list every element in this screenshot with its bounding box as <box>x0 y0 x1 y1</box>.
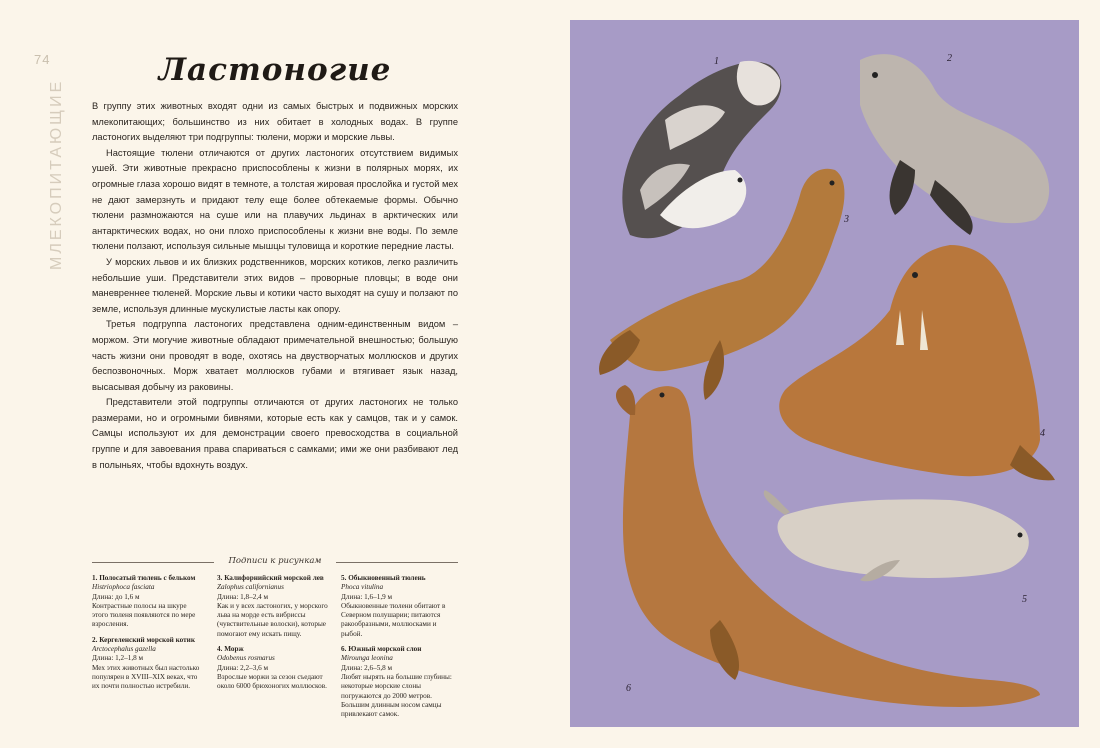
caption-desc: Как и у всех ластоногих, у морского льва на морде есть вибриссы (чувствительные волоски), которые помогают ему искать пищу. <box>217 601 328 638</box>
paragraph: Настоящие тюлени отличаются от других ластоногих отсутствием видимых ушей. Эти животные прекрасно приспособлены к жизни в полярных морях, их огромные глаза хорошо видят в темноте, а толстая жировая прослойка и густой мех не дают замерзнуть и придают телу еще более обтекаемые формы. Обычно тюлени размножаются на суше или на плавучих льдинах в арктических или антарктических водах, но они плохо приспособлены к жизни вне воды. По земле тюлени ползают, используя сильные мышцы туловища и короткие передние ласты. <box>92 147 458 252</box>
caption-name: 3. Калифорнийский морской лев <box>217 574 324 582</box>
caption-desc: Мех этих животных был настолько популярен в XVIII–XIX веках, что их почти полностью истребили. <box>92 663 200 691</box>
paragraph: Третья подгруппа ластоногих представлена одним-единственным видом – моржом. Эти могучие животные обладают примечательной внешностью; большую часть жизни они проводят в воде, охотясь на двустворчатых моллюсков и других беспозвоночных. Морж хватает моллюсков губами и втягивает язык назад, высасывая добычу из раковины. <box>92 319 458 392</box>
caption-length: Длина: 1,6–1,9 м <box>341 592 393 601</box>
paragraph: Представители этой подгруппы отличаются от других ластоногих не только размерами, но и огромными бивнями, которые есть как у самцов, так и у самок. Самцы используют их для демонстрации своего превосходства в социальной группе и для завоевания права спариваться с самками; ими же они разбивают лед в полыньях, чтобы вдохнуть воздух. <box>92 397 458 470</box>
section-side-label <box>34 78 65 270</box>
figure-number: 1 <box>714 56 719 67</box>
page-title: Ластоногие <box>158 52 392 88</box>
illustration-svg <box>570 20 1079 727</box>
caption-latin: Mirounga leonina <box>341 654 393 663</box>
caption-length: Длина: 2,2–3,6 м <box>217 663 269 672</box>
caption-desc: Взрослые моржи за сезон съедают около 6000 брюхоногих моллюсков. <box>217 672 327 691</box>
figure-number: 4 <box>1040 428 1045 439</box>
caption-latin: Phoca vitulina <box>341 583 384 592</box>
caption-column <box>341 574 453 725</box>
ribbon-seal-illustration <box>622 61 781 238</box>
caption-name: 5. Обыкновенный тюлень <box>341 574 426 582</box>
divider <box>336 562 458 563</box>
body-text <box>92 99 458 473</box>
caption-desc: Обыкновенные тюлени обитают в Северном полушарии; питаются ракообразными, моллюсками и рыбой. <box>341 601 446 638</box>
caption <box>341 645 453 719</box>
figure-number: 5 <box>1022 594 1027 605</box>
harbor-seal-illustration <box>764 490 1029 581</box>
caption-name: 2. Кергеленский морской котик <box>92 635 195 644</box>
page-number: 74 <box>34 52 51 67</box>
caption-length: Длина: 1,8–2,4 м <box>217 592 269 601</box>
caption-length: Длина: 2,6–5,8 м <box>341 663 393 672</box>
walrus-illustration <box>779 245 1055 480</box>
caption-desc: Контрастные полосы на шкуре этого тюленя появляются по мере взросления. <box>92 601 196 629</box>
caption-desc: Любят нырять на большие глубины: некоторые морские слоны погружаются до 2000 метров. Большим длинным носом самцы привлекают самок. <box>341 672 452 719</box>
caption-length: Длина: 1,2–1,8 м <box>92 654 144 663</box>
captions-heading <box>92 556 458 568</box>
caption-name: 4. Морж <box>217 645 244 654</box>
caption-name: 6. Южный морской слон <box>341 645 422 654</box>
figure-number: 3 <box>844 214 849 225</box>
caption-latin: Arctocephalus gazella <box>92 645 156 654</box>
caption-name: 1. Полосатый тюлень с бельком <box>92 574 196 582</box>
caption-column <box>217 574 329 698</box>
caption-length: Длина: до 1,6 м <box>92 592 140 601</box>
section-side-label-text: МЛЕКОПИТАЮЩИЕ <box>48 78 65 270</box>
paragraph: У морских львов и их близких родственников, морских котиков, легко различить небольшие уши. Представители этих видов – проворные пловцы; в воде они маневреннее тюленей. Морские львы и котики часто выходят на сушу и ползают по земле, используя длинные мускулистые ласты как опору. <box>92 256 458 314</box>
figure-number: 2 <box>947 53 952 64</box>
caption <box>341 574 453 639</box>
divider <box>92 562 214 563</box>
caption <box>92 636 204 692</box>
caption <box>217 574 329 639</box>
caption-latin: Histriophoca fasciata <box>92 583 155 592</box>
caption-latin: Odobenus rosmarus <box>217 654 275 663</box>
captions-heading-text: Подписи к рисункам <box>228 556 322 566</box>
figure-number: 6 <box>626 683 631 694</box>
caption <box>217 645 329 691</box>
caption-column <box>92 574 204 698</box>
paragraph: В группу этих животных входят одни из самых быстрых и подвижных морских млекопитающих; большинство из них обитает в холодных водах. В группе ластоногих выделяют три подгруппы: тюлени, моржи и морские львы. <box>92 101 458 143</box>
illustration-plate <box>570 20 1079 727</box>
caption <box>92 574 204 630</box>
fur-seal-illustration <box>860 54 1049 235</box>
caption-latin: Zalophus californianus <box>217 583 284 592</box>
